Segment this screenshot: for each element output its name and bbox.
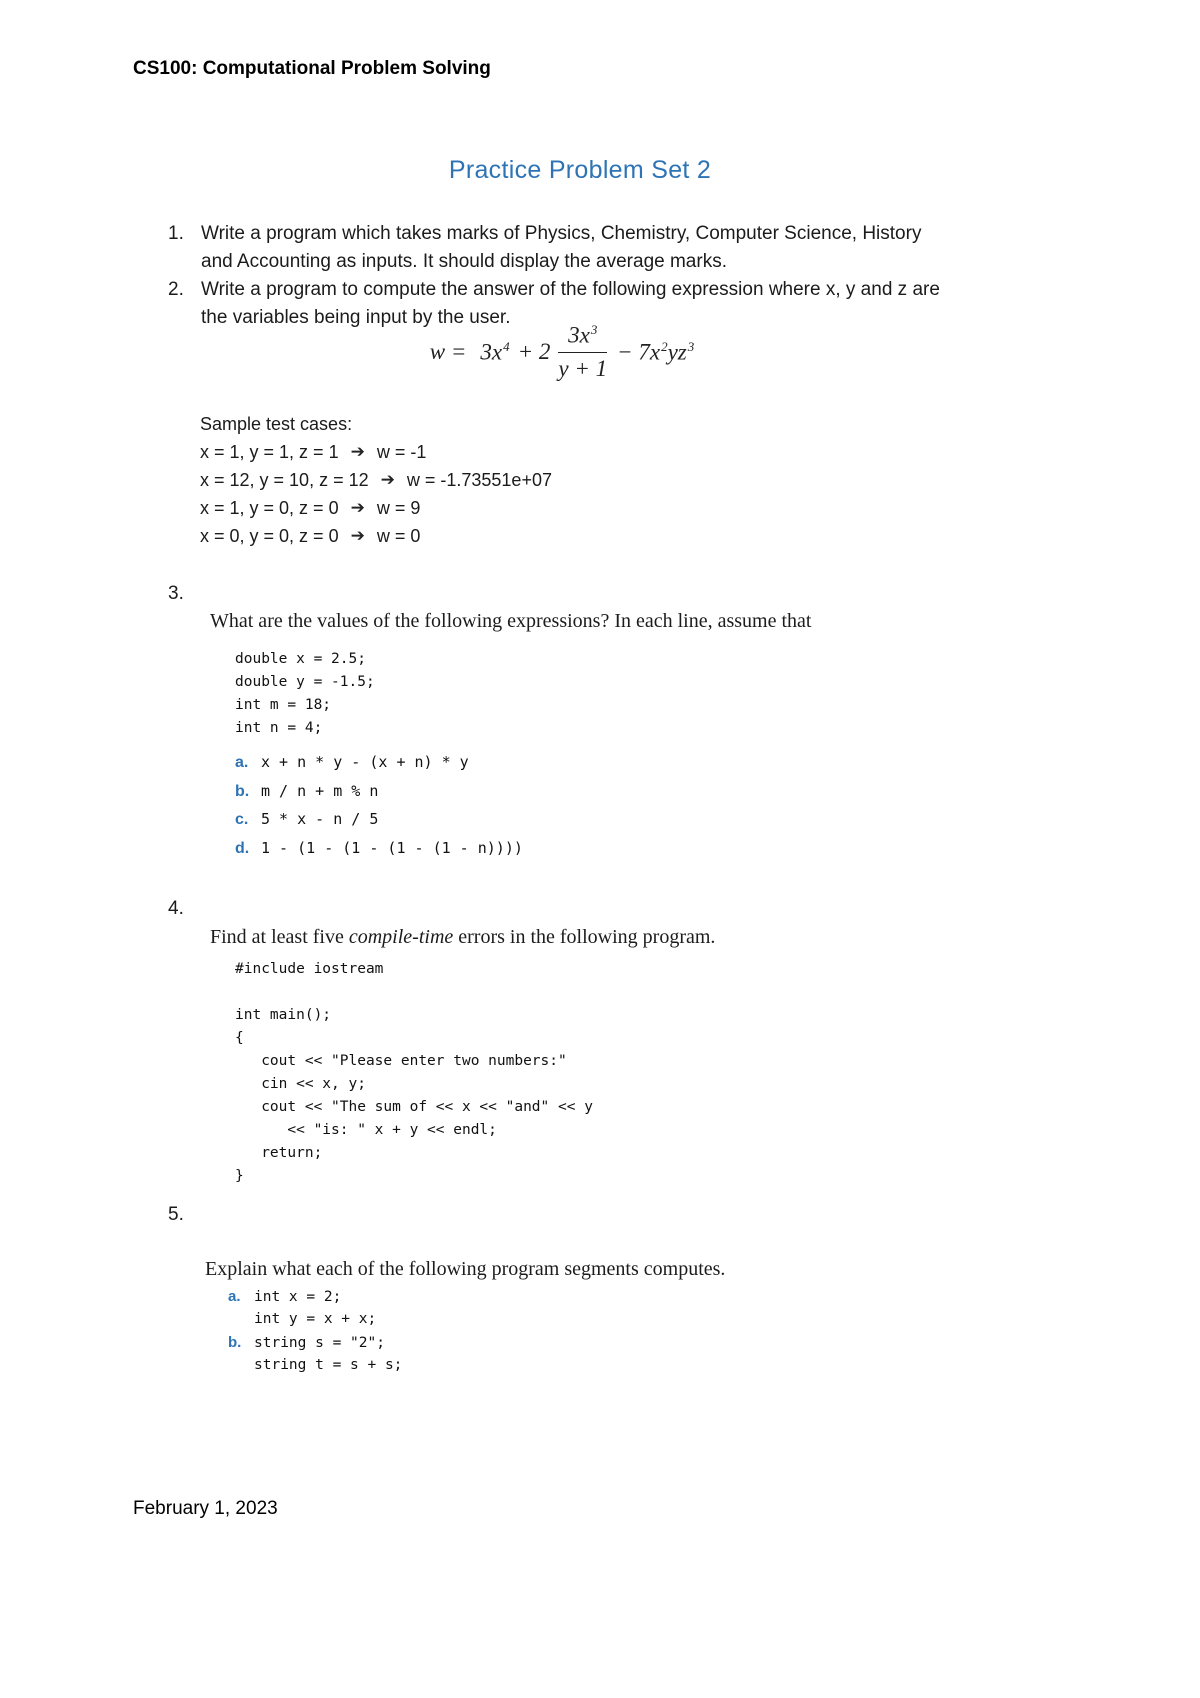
test-case-output: w = 9	[376, 498, 421, 518]
test-case-row	[200, 522, 552, 550]
formula-term-3-exponent: 2	[661, 338, 668, 354]
expression-label: d.	[235, 839, 250, 857]
arrow-icon: ➔	[380, 470, 395, 489]
code-line: {	[235, 1030, 244, 1046]
code-line	[235, 981, 593, 1004]
problem-1-text: Write a program which takes marks of Physics, Chemistry, Computer Science, History and Accounting as inputs. It should display the average marks.	[201, 223, 922, 272]
problem-5-segments	[228, 1288, 402, 1380]
problem-2-number: 2.	[168, 279, 184, 300]
formula-term-3	[617, 339, 694, 366]
formula-term-3-base: − 7x	[617, 339, 661, 365]
code-line: double x = 2.5;	[235, 651, 366, 667]
expression-label: c.	[235, 811, 249, 828]
expression-text: 5 * x - n / 5	[261, 810, 379, 828]
expression-label: a.	[235, 754, 249, 771]
test-case-output: w = -1	[376, 442, 427, 462]
expression-label: b.	[235, 782, 250, 800]
problem-3-question: What are the values of the following expressions? In each line, assume that	[210, 610, 812, 632]
problem-4-question-suffix: errors in the following program.	[453, 926, 716, 948]
test-case-output: w = -1.73551e+07	[406, 470, 552, 490]
arrow-icon: ➔	[350, 526, 365, 545]
segment-label: a.	[228, 1288, 241, 1305]
sample-test-cases	[200, 410, 552, 550]
segment-code-line: int y = x + x;	[254, 1311, 377, 1327]
problem-3-expressions	[235, 753, 523, 867]
expression-row	[235, 839, 523, 868]
test-case-row	[200, 494, 552, 522]
code-line: int main();	[235, 1007, 332, 1023]
code-line: }	[235, 1168, 244, 1184]
formula-term-1-exponent: 4	[503, 338, 510, 354]
expression-row	[235, 753, 523, 782]
problem-4-number: 4.	[168, 898, 184, 919]
expression-text: m / n + m % n	[261, 781, 379, 800]
formula	[0, 322, 1142, 382]
formula-plus-coefficient: + 2	[517, 338, 551, 364]
test-case-input: x = 0, y = 0, z = 0	[200, 526, 339, 546]
segment-code-line: string t = s + s;	[254, 1357, 403, 1373]
expression-row	[235, 810, 523, 839]
problem-4-question-italic: compile-time	[348, 926, 454, 948]
problem-3-code-block	[235, 648, 375, 740]
segment-label: b.	[228, 1334, 242, 1351]
problem-1	[133, 220, 946, 276]
test-case-row	[200, 438, 552, 466]
segment-row	[228, 1357, 402, 1380]
code-line: cin << x, y;	[235, 1076, 366, 1092]
formula-term-3-tail: yz	[667, 339, 687, 365]
problem-4-question	[210, 926, 715, 949]
formula-term-1-base: 3x	[480, 339, 503, 365]
code-line: cout << "The sum of << x << "and" << y	[235, 1099, 593, 1115]
expression-text: 1 - (1 - (1 - (1 - (1 - n))))	[261, 838, 523, 857]
problem-1-number: 1.	[168, 223, 184, 244]
segment-code-line: string s = "2";	[254, 1335, 385, 1351]
date-footer: February 1, 2023	[133, 1498, 278, 1519]
formula-term-3-exponent-2: 3	[687, 338, 695, 354]
fraction-numerator	[558, 322, 607, 353]
code-line: << "is: " x + y << endl;	[235, 1122, 497, 1138]
expression-row	[235, 782, 523, 811]
problem-4-question-prefix: Find at least five	[210, 926, 349, 948]
page-title: Practice Problem Set 2	[448, 156, 712, 184]
test-case-input: x = 12, y = 10, z = 12	[200, 470, 369, 490]
fraction-numerator-base: 3x	[568, 322, 590, 348]
segment-row	[228, 1288, 402, 1311]
code-line: return;	[235, 1145, 323, 1161]
problem-5-number: 5.	[168, 1204, 184, 1225]
problem-4-code-block	[235, 958, 593, 1188]
test-case-output: w = 0	[376, 526, 421, 546]
arrow-icon: ➔	[350, 498, 365, 517]
problem-3-number: 3.	[168, 583, 184, 604]
code-line: int m = 18;	[235, 697, 332, 713]
expression-text: x + n * y - (x + n) * y	[261, 753, 469, 771]
code-line: double y = -1.5;	[235, 674, 375, 690]
code-line: #include iostream	[235, 961, 384, 977]
problem-5-question: Explain what each of the following program segments computes.	[205, 1258, 726, 1280]
test-case-row	[200, 466, 552, 494]
fraction-denominator: y + 1	[558, 355, 608, 381]
segment-row	[228, 1311, 402, 1334]
sample-heading: Sample test cases:	[200, 414, 353, 434]
formula-lhs: w =	[429, 338, 467, 364]
test-case-input: x = 1, y = 1, z = 1	[200, 442, 339, 462]
course-header: CS100: Computational Problem Solving	[133, 58, 491, 79]
segment-row	[228, 1334, 402, 1357]
formula-term-1	[480, 339, 509, 366]
code-line: int n = 4;	[235, 720, 323, 736]
formula-fraction	[558, 322, 607, 382]
problem-2-text: Write a program to compute the answer of the following expression where x, y and z are the variables being input by the user.	[201, 279, 940, 328]
code-line: cout << "Please enter two numbers:"	[235, 1053, 567, 1069]
test-case-input: x = 1, y = 0, z = 0	[200, 498, 339, 518]
segment-code-line: int x = 2;	[254, 1289, 342, 1305]
fraction-numerator-exponent: 3	[590, 322, 598, 337]
arrow-icon: ➔	[350, 442, 365, 461]
